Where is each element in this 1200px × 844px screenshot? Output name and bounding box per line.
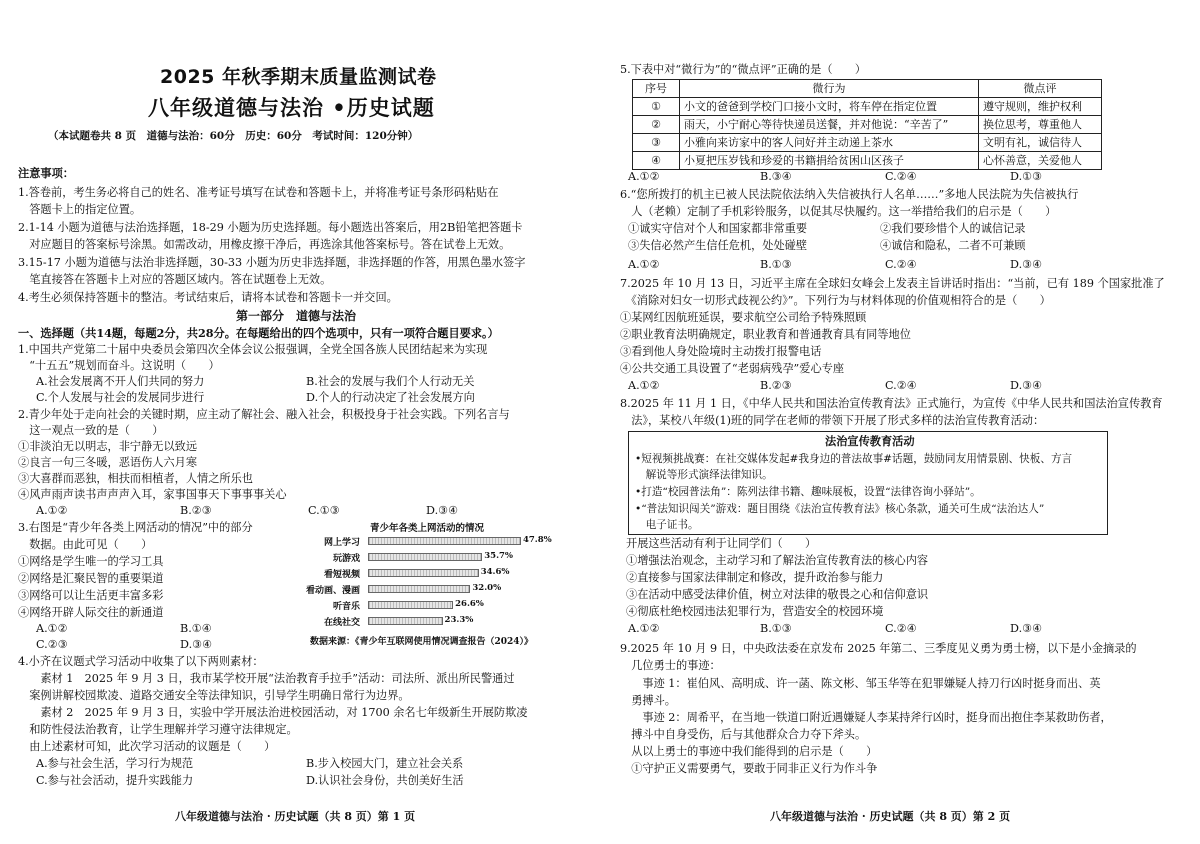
question-8-options (620, 622, 1180, 638)
question-2-choice: ③大喜群而恶独，相扶而相植者，人情之所乐也 (18, 472, 253, 485)
chart-bar (368, 617, 443, 625)
choice-2: ②我们要珍惜个人的诚信记录 (880, 222, 1026, 235)
exam-title: 2025 年秋季期末质量监测试卷 (160, 66, 437, 88)
option-d: D.③④ (426, 504, 459, 517)
chart-value-label: 34.6% (480, 567, 510, 577)
table-header: 微行为 (680, 80, 979, 98)
option-d: D.①③ (1010, 170, 1043, 183)
page-footer: 八年级道德与法治 · 历史试题（共 8 页）第 1 页 (175, 810, 416, 823)
question-6-choices (620, 222, 1180, 256)
table-cell: 心怀善意，关爱他人 (979, 152, 1102, 170)
question-8-choice: ①增强法治观念，主动学习和了解法治宣传教育法的核心内容 (626, 554, 929, 567)
chart-category-label: 在线社交 (323, 618, 360, 628)
notice-line: 对应题目的答案标号涂黑。如需改动，用橡皮擦干净后，再选涂其他答案标号。答在试卷上无效。 (18, 238, 511, 251)
question-4-material: 案例讲解校园欺凌、道路交通安全等法律知识，引导学生明确日常行为边界。 (18, 689, 410, 702)
question-3-choice: ③网络可以让生活更丰富多彩 (18, 589, 164, 602)
chart-bar (368, 553, 482, 561)
option-b: B.①④ (180, 622, 212, 635)
option-b: B.①③ (760, 622, 792, 635)
option-c: C.个人发展与社会的发展同步进行 (36, 391, 205, 404)
activity-box-line: 电子证书。 (635, 519, 699, 531)
option-b: B.②③ (760, 379, 792, 392)
table-cell: 小文的爸爸到学校门口接小文时，将车停在指定位置 (680, 98, 979, 116)
option-c: C.①③ (308, 504, 340, 517)
notice-line: 1.答卷前，考生务必将自己的姓名、准考证号填写在试卷和答题卡上，并将准考证号条形码粘贴在 (18, 186, 499, 199)
option-c: C.②④ (885, 622, 917, 635)
table-row (633, 98, 1102, 116)
question-6-stem: 人（老赖）定制了手机彩铃服务，以促其尽快履约。这一举措给我们的启示是（ ） (620, 205, 1057, 218)
option-a: A.参与社会生活，学习行为规范 (36, 757, 194, 770)
question-7-stem: 7.2025 年 10 月 13 日，习近平主席在全球妇女峰会上发表主旨讲话时指出：“当前，已有 189 个国家批准了 (620, 277, 1165, 290)
chart-source: 数据来源：《青少年互联网使用情况调查报告（2024）》 (310, 637, 534, 647)
choice-4: ④诚信和隐私，二者不可兼顾 (880, 239, 1026, 252)
question-4-material: 素材 1 2025 年 9 月 3 日，我市某学校开展“法治教育手拉手”活动：司法所、派出所民警通过 (18, 672, 515, 685)
question-9-stem: 从以上勇士的事迹中我们能得到的启示是（ ） (620, 745, 878, 758)
question-4-stem: 4.小齐在议题式学习活动中收集了以下两则素材： (18, 655, 264, 668)
question-9-stem: 9.2025 年 10 月 9 日，中央政法委在京发布 2025 年第二、三季度见义勇为勇士榜，以下是小金摘录的 (620, 642, 1137, 655)
question-3-stem: 数据。由此可见（ ） (18, 538, 153, 551)
question-4-stem: 由上述素材可知，此次学习活动的议题是（ ） (18, 740, 276, 753)
chart-value-label: 23.3% (444, 615, 474, 625)
table-row (633, 134, 1102, 152)
behavior-comment-table (632, 79, 1102, 170)
option-c: C.②④ (885, 170, 917, 183)
question-3-stem: 3.右图是“青少年各类上网活动的情况”中的部分 (18, 521, 253, 534)
chart-bar (368, 569, 479, 577)
question-2-options (18, 504, 578, 520)
question-1-stem: 1.中国共产党第二十届中央委员会第四次全体会议公报强调，全党全国各族人民团结起来为实现 (18, 343, 488, 356)
table-cell: 文明有礼，诚信待人 (979, 134, 1102, 152)
question-4-material: 和防性侵法治教育，让学生理解并学习遵守法律规定。 (18, 723, 298, 736)
option-d: D.个人的行动决定了社会发展方向 (306, 391, 475, 404)
question-5-options (620, 170, 1180, 186)
question-3-choice: ④网络开辟人际交往的新通道 (18, 606, 164, 619)
chart-category-label: 玩游戏 (332, 554, 360, 564)
table-header-row (633, 80, 1102, 98)
question-7-choice: ③看到他人身处险境时主动拨打报警电话 (620, 345, 822, 358)
chart-value-label: 26.6% (455, 599, 484, 609)
question-2-choice: ④风声雨声读书声声声入耳，家事国事天下事事事关心 (18, 488, 287, 501)
question-7-choice: ②职业教育法明确规定，职业教育和普通教育具有同等地位 (620, 328, 911, 341)
notice-heading: 注意事项： (18, 166, 74, 180)
question-2-stem: 这一观点一致的是（ ） (18, 424, 164, 437)
chart-bar (368, 537, 521, 545)
table-row (633, 152, 1102, 170)
option-d: D.认识社会身份，共创美好生活 (306, 774, 464, 787)
activity-box-title: 法治宣传教育活动 (825, 434, 915, 448)
table-cell: 换位思考，尊重他人 (979, 116, 1102, 134)
option-c: C.②④ (885, 258, 917, 271)
chart-category-label: 网上学习 (323, 538, 360, 548)
option-a: A.①② (628, 622, 660, 635)
question-2-stem: 2.青少年处于走向社会的关键时期，应主动了解社会、融入社会，积极投身于社会实践。下列名言与 (18, 408, 510, 421)
option-c: C.参与社会活动，提升实践能力 (36, 774, 194, 787)
table-cell: 雨天，小宁耐心等待快递员送餐，并对他说：“辛苦了” (680, 116, 979, 134)
notice-line: 4.考生必须保持答题卡的整洁。考试结束后，请将本试卷和答题卡一并交回。 (18, 291, 398, 304)
question-8-stem: 开展这些活动有利于让同学们（ ） (626, 537, 817, 550)
choice-1: ①诚实守信对个人和国家都非常重要 (628, 222, 808, 235)
question-4-options (18, 757, 578, 789)
option-a: A.①② (36, 622, 68, 635)
question-1-options (18, 375, 578, 407)
notice-line: 3.15-17 小题为道德与法治非选择题，30-33 小题为历史非选择题，非选择题的作答，用黑色墨水签字 (18, 256, 526, 269)
chart-value-label: 32.0% (472, 583, 502, 593)
chart-bar (368, 601, 453, 609)
table-header: 序号 (633, 80, 680, 98)
option-a: A.社会发展离不开人们共同的努力 (36, 375, 205, 388)
question-9-stem: 几位勇士的事迹： (620, 659, 721, 672)
question-8-stem: 8.2025 年 11 月 1 日，《中华人民共和国法治宣传教育法》正式施行，为宣传《中华人民共和国法治宣传教育 (620, 397, 1163, 410)
section-title: 一、选择题（共14题，每题2分，共28分。在每题给出的四个选项中，只有一项符合题目要求。） (18, 326, 499, 340)
activity-box-line: •打造“校园普法角”：陈列法律书籍、趣味展板，设置“法律咨询小驿站”。 (635, 486, 981, 498)
chart-value-label: 35.7% (484, 551, 514, 561)
question-9-material: 勇搏斗。 (620, 694, 676, 707)
question-9-material: 搏斗中自身受伤，后与其他群众合力夺下斧头。 (620, 728, 867, 741)
question-7-stem: 《消除对妇女一切形式歧视公约》”。下列行为与材料体现的价值观相符合的是（ ） (620, 294, 1051, 307)
question-7-choice: ①某网红因航班延误，要求航空公司给予特殊照顾 (620, 311, 867, 324)
option-d: D.③④ (1010, 379, 1043, 392)
option-a: A.①② (628, 170, 660, 183)
notice-line: 2.1-14 小题为道德与法治选择题，18-29 小题为历史选择题。每小题选出答案后，用2B铅笔把答题卡 (18, 221, 523, 234)
activity-box-line: •短视频挑战赛：在社交媒体发起#我身边的普法故事#话题，鼓励同友用情景剧、快板、方言 (635, 453, 1073, 465)
exam-info: （本试题卷共 8 页 道德与法治：60分 历史：60分 考试时间：120分钟） (48, 130, 419, 142)
activity-box-line: •“普法知识闯关”游戏：题目围绕《法治宣传教育法》核心条款，通关可生成“法治达人” (635, 503, 1045, 515)
chart-category-label: 听音乐 (332, 602, 360, 612)
choice-3: ③失信必然产生信任危机，处处碰壁 (628, 239, 808, 252)
page-footer: 八年级道德与法治 · 历史试题（共 8 页）第 2 页 (770, 810, 1011, 823)
question-7-options (620, 379, 1180, 395)
exam-subtitle: 八年级道德与法治 •历史试题 (148, 95, 435, 120)
online-activity-bar-chart (300, 520, 590, 650)
question-4-material: 素材 2 2025 年 9 月 3 日，实验中学开展法治进校园活动，对 1700 余名七年级新生开展防欺凌 (18, 706, 528, 719)
question-9-material: 事迹 1：崔伯风、高明成、许一菡、陈文彬、邹玉华等在犯罪嫌疑人持刀行凶时挺身而出、英 (620, 677, 1101, 690)
chart-value-label: 47.8% (522, 535, 552, 545)
option-b: B.①③ (760, 258, 792, 271)
option-d: D.③④ (1010, 258, 1043, 271)
question-1-stem: “十五五”规划而奋斗。这说明（ ） (18, 359, 220, 372)
question-7-choice: ④公共交通工具设置了“老弱病残孕”爱心专座 (620, 362, 845, 375)
table-cell: 遵守规则，维护权利 (979, 98, 1102, 116)
table-cell: 小雅向来访家中的客人问好并主动递上茶水 (680, 134, 979, 152)
notice-line: 答题卡上的指定位置。 (18, 203, 142, 216)
table-cell: ① (633, 98, 680, 116)
chart-category-label: 看短视频 (323, 570, 360, 580)
option-c: C.②③ (36, 638, 68, 651)
question-9-choice: ①守护正义需要勇气，要敢于同非正义行为作斗争 (620, 762, 878, 775)
option-c: C.②④ (885, 379, 917, 392)
table-header: 微点评 (979, 80, 1102, 98)
table-row (633, 116, 1102, 134)
option-b: B.②③ (180, 504, 212, 517)
option-d: D.③④ (1010, 622, 1043, 635)
table-cell: 小夏把压岁钱和珍爱的书籍捐给贫困山区孩子 (680, 152, 979, 170)
table-cell: ③ (633, 134, 680, 152)
table-cell: ② (633, 116, 680, 134)
question-8-choice: ②直接参与国家法律制定和修改，提升政治参与能力 (626, 571, 884, 584)
question-6-stem: 6.“您所拨打的机主已被人民法院依法纳入失信被执行人名单……”多地人民法院为失信被执行 (620, 188, 1079, 201)
option-a: A.①② (628, 379, 660, 392)
question-2-choice: ①非淡泊无以明志，非宁静无以致远 (18, 440, 198, 453)
question-5-stem: 5.下表中对“微行为”的“微点评”正确的是（ ） (620, 63, 867, 76)
chart-category-label: 看动画、漫画 (305, 586, 360, 596)
chart-bar (368, 585, 470, 593)
option-a: A.①② (628, 258, 660, 271)
activity-box-line: 解说等形式演绎法律知识。 (635, 469, 773, 481)
question-8-choice: ④彻底杜绝校园违法犯罪行为，营造安全的校园环境 (626, 605, 884, 618)
question-3-choice: ②网络是汇聚民智的重要渠道 (18, 572, 164, 585)
notice-line: 笔直接答在答题卡上对应的答题区域内。答在试题卷上无效。 (18, 273, 332, 286)
chart-title: 青少年各类上网活动的情况 (370, 523, 485, 534)
table-cell: ④ (633, 152, 680, 170)
question-2-choice: ②良言一句三冬暖，恶语伤人六月寒 (18, 456, 198, 469)
option-b: B.步入校园大门，建立社会关系 (306, 757, 464, 770)
activity-box (628, 431, 1108, 535)
question-3-options (18, 622, 298, 654)
option-a: A.①② (36, 504, 68, 517)
option-d: D.③④ (180, 638, 213, 651)
question-8-stem: 法》，某校八年级(1)班的同学在老师的带领下开展了形式多样的法治宣传教育活动： (620, 414, 1045, 427)
question-8-choice: ③在活动中感受法律价值，树立对法律的敬畏之心和信仰意识 (626, 588, 929, 601)
option-b: B.社会的发展与我们个人行动无关 (306, 375, 475, 388)
part-title: 第一部分 道德与法治 (236, 309, 357, 323)
question-6-options (620, 258, 1180, 274)
question-9-material: 事迹 2：周希平，在当地一铁道口附近遇嫌疑人李某持斧行凶时，挺身而出抱住李某救助伤者， (620, 711, 1112, 724)
question-3-choice: ①网络是学生唯一的学习工具 (18, 555, 164, 568)
option-b: B.③④ (760, 170, 792, 183)
